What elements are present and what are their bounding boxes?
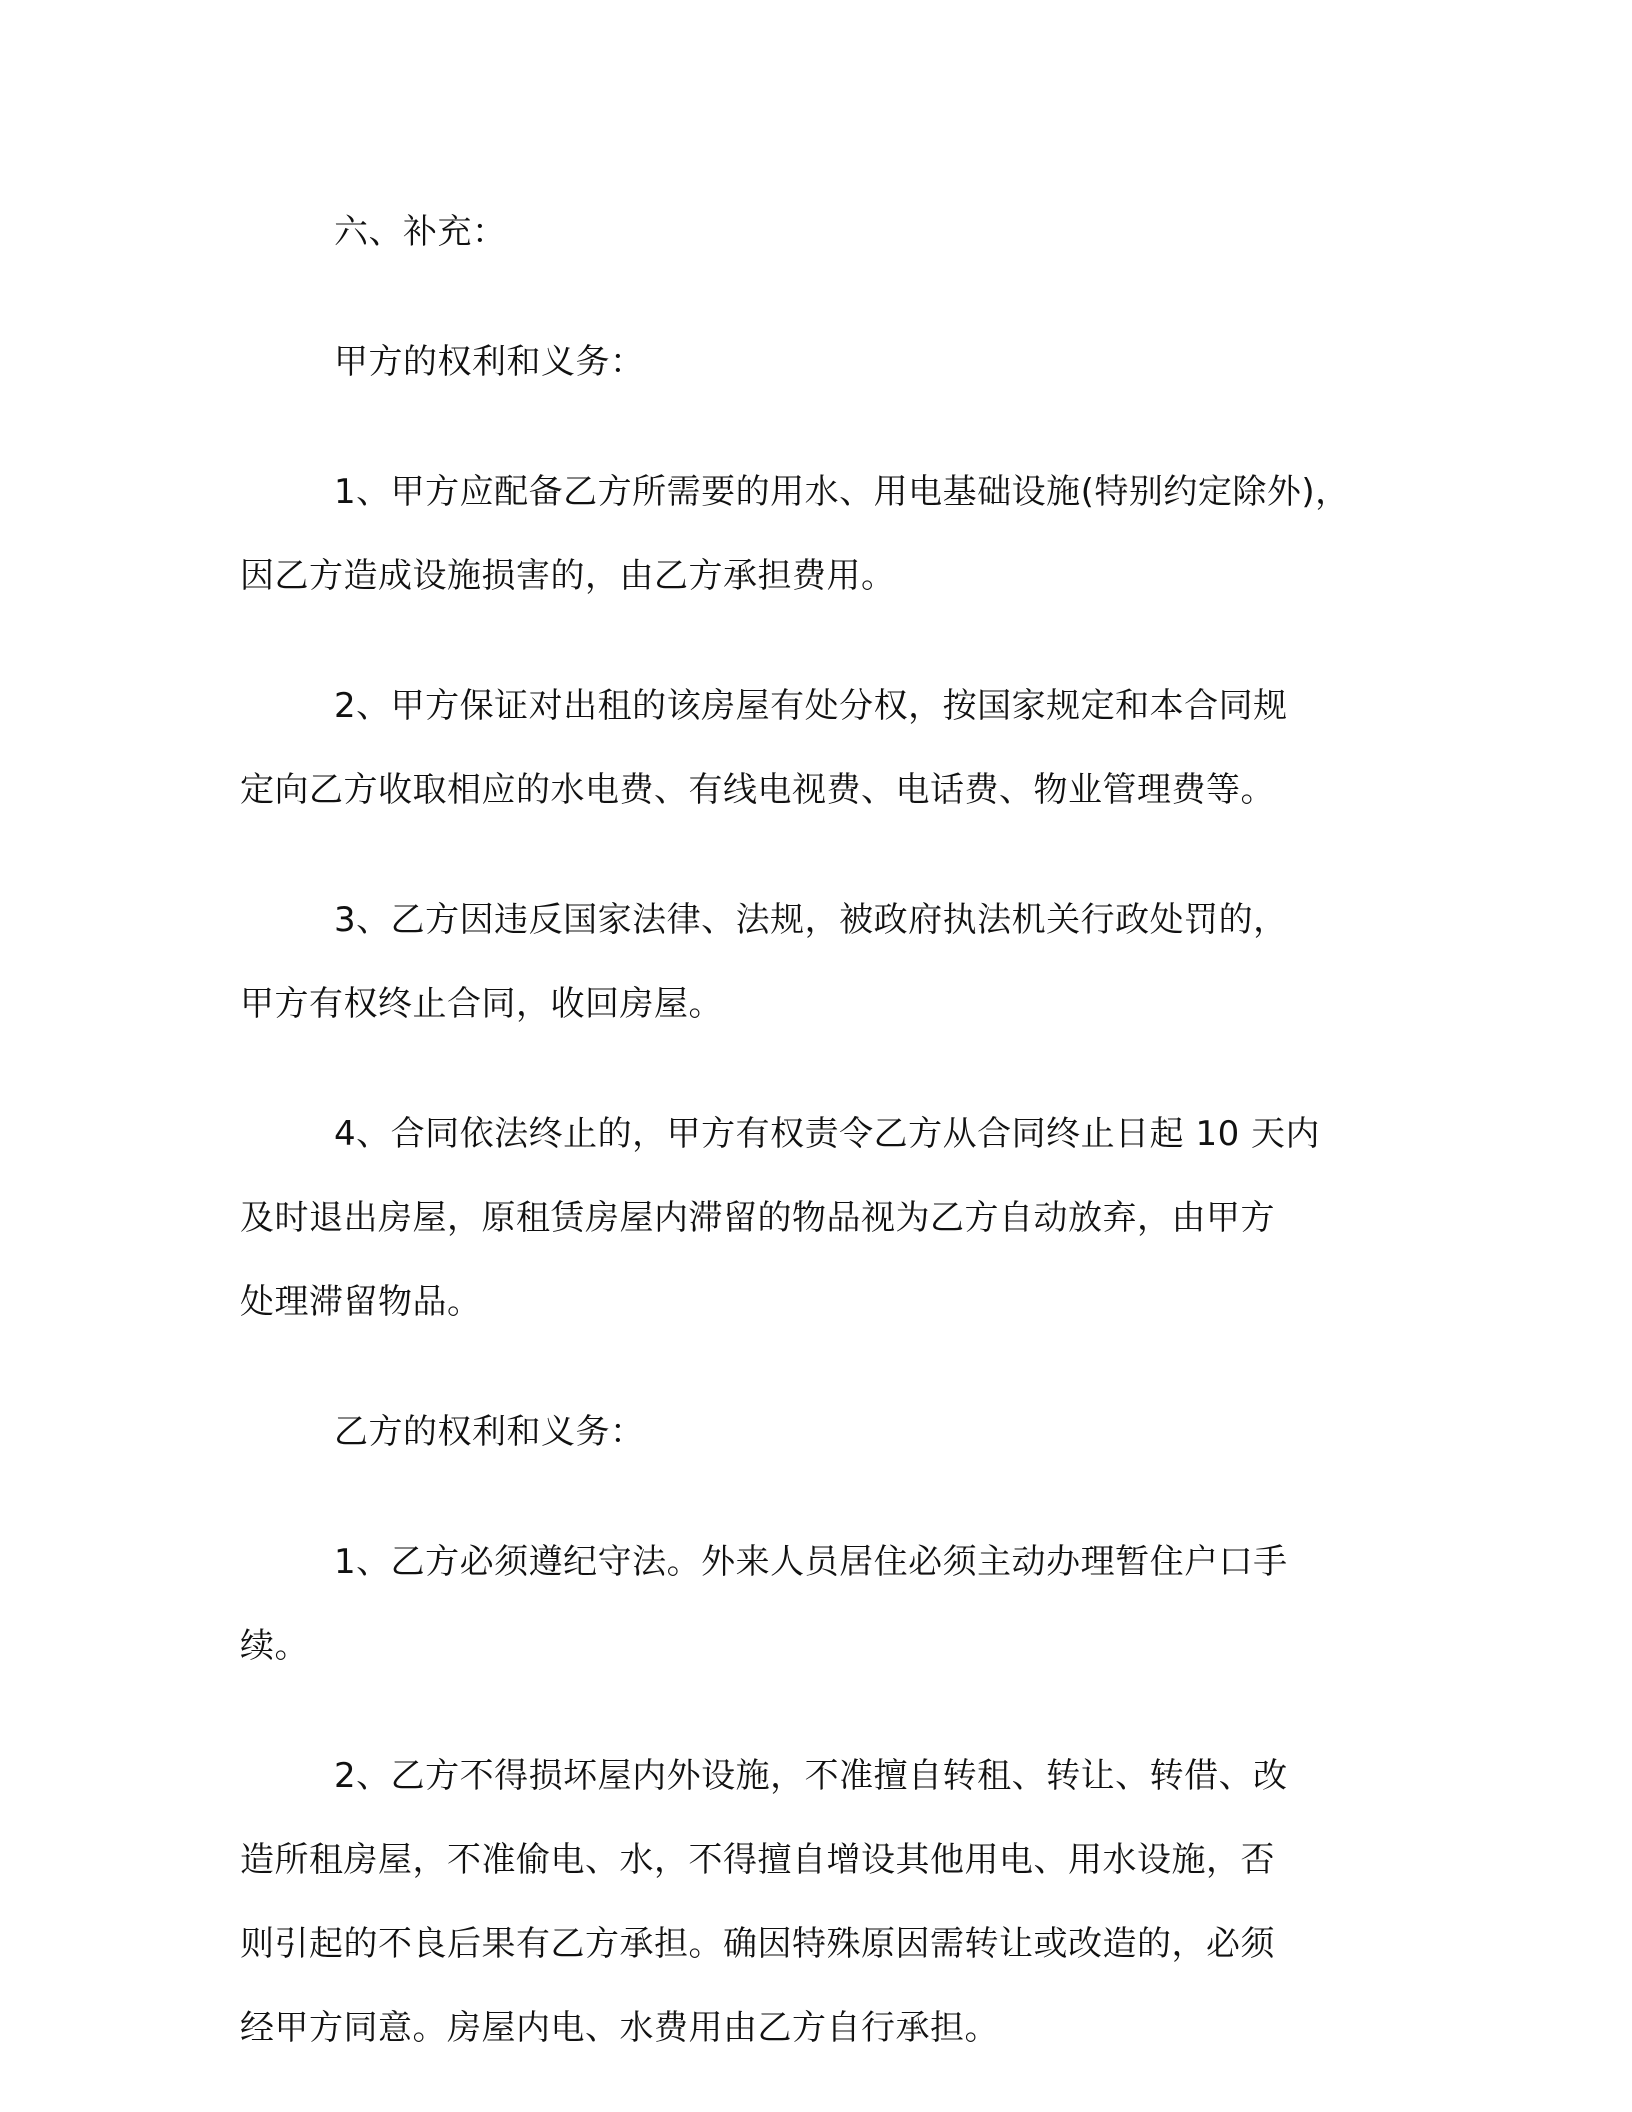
party-b-heading xyxy=(240,1390,1420,1474)
spacer xyxy=(240,404,1420,450)
spacer xyxy=(240,1474,1420,1520)
paragraph-line: 甲方有权终止合同，收回房屋。 xyxy=(240,984,723,1024)
party-b-item-1 xyxy=(240,1520,1420,1688)
paragraph-line: 1、甲方应配备乙方所需要的用水、用电基础设施(特别约定除外)， xyxy=(334,472,1350,512)
section-title-text: 六、补充： xyxy=(334,212,507,252)
paragraph-line: 及时退出房屋，原租赁房屋内滞留的物品视为乙方自动放弃，由甲方 xyxy=(240,1198,1275,1238)
section-title xyxy=(240,190,1420,274)
party-a-item-2 xyxy=(240,664,1420,832)
paragraph-line: 造所租房屋，不准偷电、水，不得擅自增设其他用电、用水设施，否 xyxy=(240,1840,1275,1880)
paragraph-line: 定向乙方收取相应的水电费、有线电视费、电话费、物业管理费等。 xyxy=(240,770,1275,810)
spacer xyxy=(240,832,1420,878)
paragraph-line: 2、乙方不得损坏屋内外设施，不准擅自转租、转让、转借、改 xyxy=(334,1756,1288,1796)
spacer xyxy=(240,274,1420,320)
party-a-heading-text: 甲方的权利和义务： xyxy=(334,342,645,382)
paragraph-line: 则引起的不良后果有乙方承担。确因特殊原因需转让或改造的，必须 xyxy=(240,1924,1275,1964)
paragraph-line: 因乙方造成设施损害的，由乙方承担费用。 xyxy=(240,556,896,596)
party-a-heading xyxy=(240,320,1420,404)
spacer xyxy=(240,1046,1420,1092)
spacer xyxy=(240,1688,1420,1734)
paragraph-line: 处理滞留物品。 xyxy=(240,1282,482,1322)
party-a-item-4 xyxy=(240,1092,1420,1344)
paragraph-line: 续。 xyxy=(240,1626,309,1666)
document-body xyxy=(240,190,1420,2070)
paragraph-line: 1、乙方必须遵纪守法。外来人员居住必须主动办理暂住户口手 xyxy=(334,1542,1288,1582)
party-a-item-3 xyxy=(240,878,1420,1046)
spacer xyxy=(240,618,1420,664)
paragraph-line: 3、乙方因违反国家法律、法规，被政府执法机关行政处罚的， xyxy=(334,900,1288,940)
spacer xyxy=(240,1344,1420,1390)
paragraph-line: 经甲方同意。房屋内电、水费用由乙方自行承担。 xyxy=(240,2008,999,2048)
paragraph-line: 2、甲方保证对出租的该房屋有处分权，按国家规定和本合同规 xyxy=(334,686,1288,726)
paragraph-line: 4、合同依法终止的，甲方有权责令乙方从合同终止日起 10 天内 xyxy=(334,1114,1321,1154)
party-a-item-1 xyxy=(240,450,1420,618)
party-b-item-2 xyxy=(240,1734,1420,2070)
party-b-heading-text: 乙方的权利和义务： xyxy=(334,1412,645,1452)
